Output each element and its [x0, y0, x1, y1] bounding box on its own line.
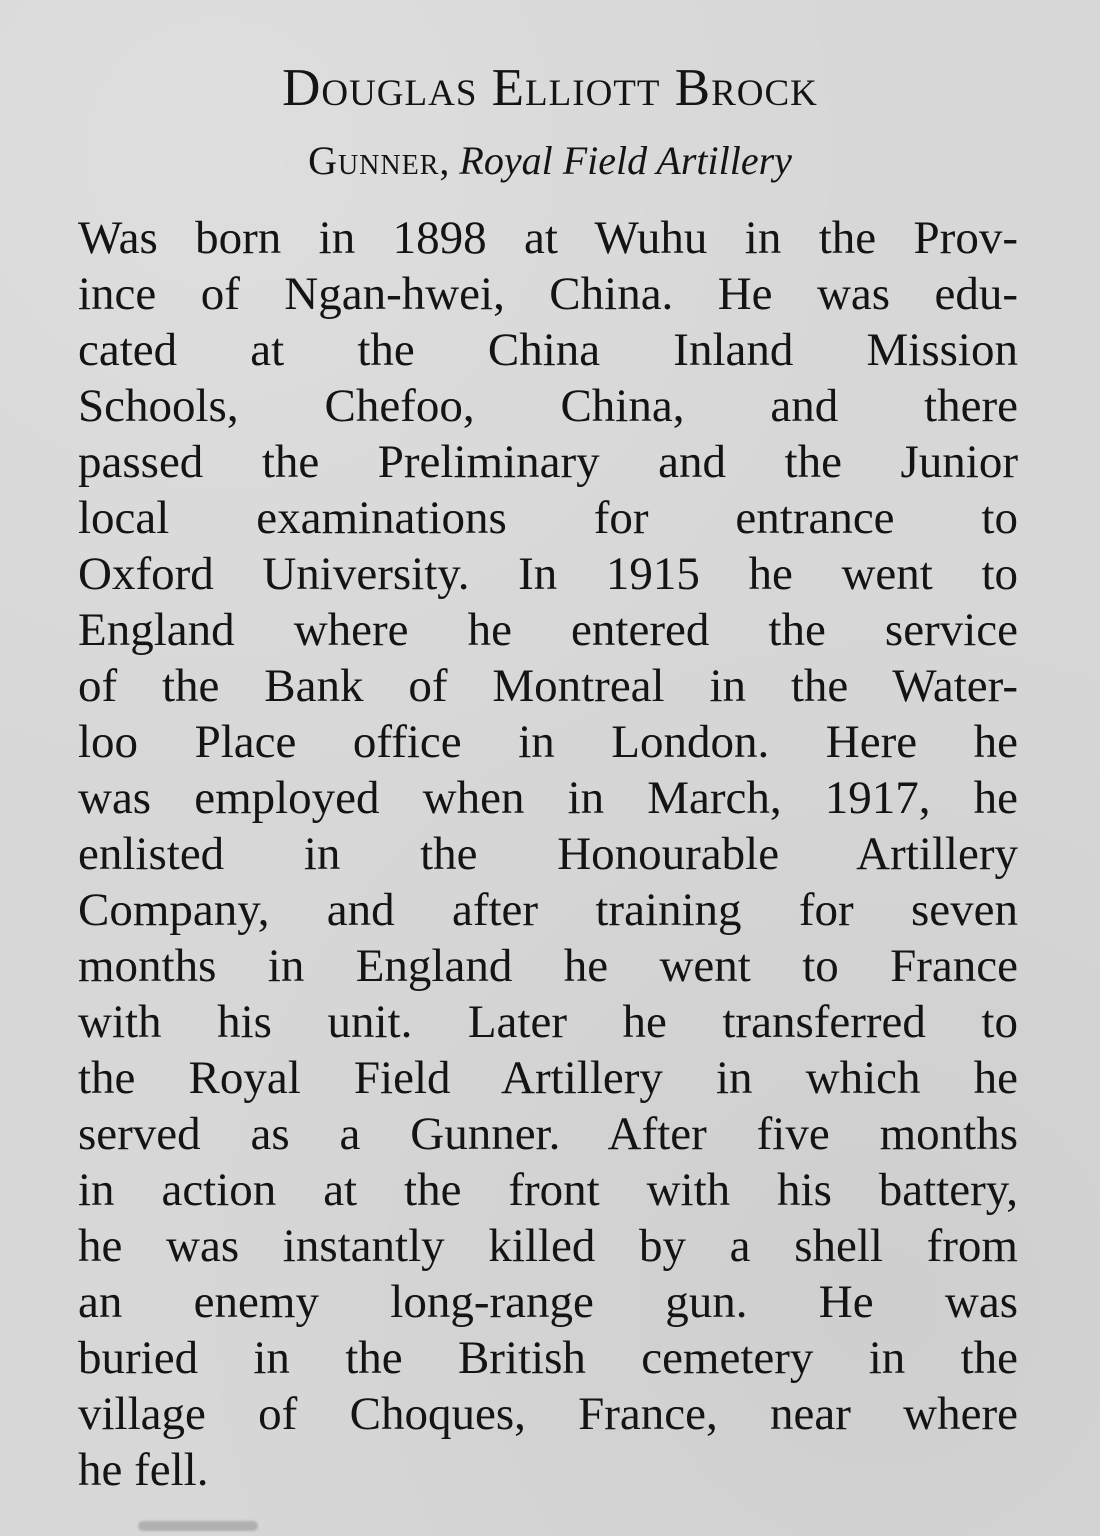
body-line: with his unit. Later he transferred to	[78, 996, 1018, 1048]
rank-label: Gunner	[308, 138, 440, 183]
body-line: Schools, Chefoo, China, and there	[78, 380, 1018, 432]
body-line: he was instantly killed by a shell from	[78, 1220, 1018, 1272]
body-line: Was born in 1898 at Wuhu in the Prov-	[78, 212, 1018, 264]
body-line: England where he entered the service	[78, 604, 1018, 656]
biography-text	[78, 210, 1018, 1498]
body-line: the Royal Field Artillery in which he	[78, 1052, 1018, 1104]
body-line: passed the Preliminary and the Junior	[78, 436, 1018, 488]
body-line: Oxford University. In 1915 he went to	[78, 548, 1018, 600]
print-smudge	[138, 1521, 258, 1531]
body-line: was employed when in March, 1917, he	[78, 772, 1018, 824]
body-line: enlisted in the Honourable Artillery	[78, 828, 1018, 880]
body-line: local examinations for entrance to	[78, 492, 1018, 544]
body-line: buried in the British cemetery in the	[78, 1332, 1018, 1384]
rank-line	[0, 136, 1100, 186]
body-line: of the Bank of Montreal in the Water-	[78, 660, 1018, 712]
body-line: served as a Gunner. After five months	[78, 1108, 1018, 1160]
rank-separator: ,	[439, 138, 460, 183]
body-line: an enemy long-range gun. He was	[78, 1276, 1018, 1328]
body-line: loo Place office in London. Here he	[78, 716, 1018, 768]
body-line: cated at the China Inland Mission	[78, 324, 1018, 376]
body-line: he fell.	[78, 1444, 209, 1496]
person-name: Douglas Elliott Brock	[282, 59, 818, 117]
body-line: ince of Ngan-hwei, China. He was edu-	[78, 268, 1018, 320]
unit-label: Royal Field Artillery	[459, 138, 792, 183]
body-line: Company, and after training for seven	[78, 884, 1018, 936]
body-line: months in England he went to France	[78, 940, 1018, 992]
body-line: village of Choques, France, near where	[78, 1388, 1018, 1440]
body-line: in action at the front with his battery,	[78, 1164, 1018, 1216]
